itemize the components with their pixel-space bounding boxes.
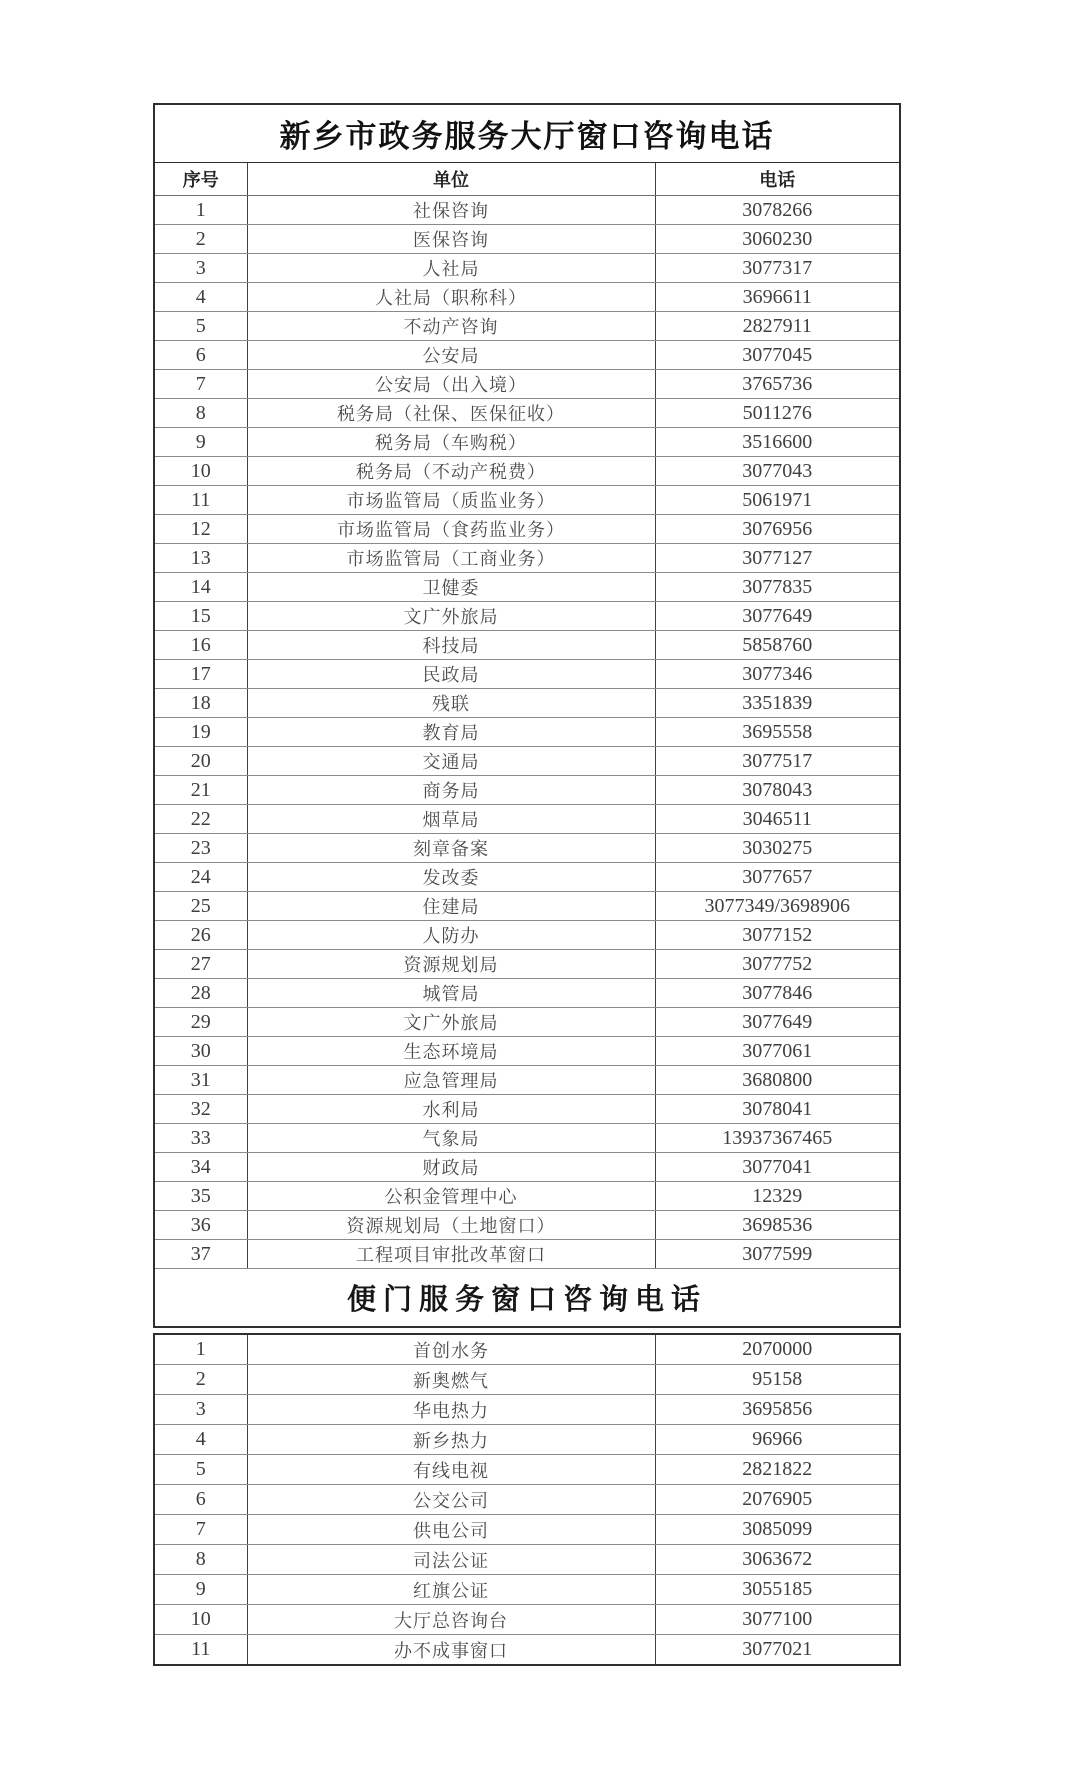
main-table-header-row [154,163,900,196]
unit-cell: 办不成事窗口 [247,1635,655,1666]
table-row [154,1066,900,1095]
unit-cell: 住建局 [247,892,655,921]
table-row [154,1545,900,1575]
unit-cell: 公安局（出入境） [247,370,655,399]
unit-cell: 烟草局 [247,805,655,834]
unit-cell: 财政局 [247,1153,655,1182]
unit-cell: 市场监管局（工商业务） [247,544,655,573]
phone-cell: 3077752 [655,950,900,979]
phone-cell: 2076905 [655,1485,900,1515]
table-row [154,283,900,312]
table-row [154,747,900,776]
unit-cell: 新奥燃气 [247,1365,655,1395]
seq-cell: 4 [154,1425,247,1455]
phone-cell: 3030275 [655,834,900,863]
column-header-seq: 序号 [154,163,247,196]
seq-cell: 33 [154,1124,247,1153]
unit-cell: 卫健委 [247,573,655,602]
unit-cell: 工程项目审批改革窗口 [247,1240,655,1269]
table-row [154,341,900,370]
phone-cell: 3046511 [655,805,900,834]
table-row [154,1515,900,1545]
table-row [154,225,900,254]
second-section-title-row [154,1269,900,1328]
table-row [154,312,900,341]
unit-cell: 文广外旅局 [247,602,655,631]
seq-cell: 13 [154,544,247,573]
unit-cell: 红旗公证 [247,1575,655,1605]
unit-cell: 生态环境局 [247,1037,655,1066]
table-row [154,805,900,834]
phone-cell: 3077346 [655,660,900,689]
phone-cell: 3060230 [655,225,900,254]
unit-cell: 资源规划局 [247,950,655,979]
unit-cell: 刻章备案 [247,834,655,863]
phone-cell: 2821822 [655,1455,900,1485]
phone-cell: 3078266 [655,196,900,225]
seq-cell: 28 [154,979,247,1008]
seq-cell: 25 [154,892,247,921]
table-row [154,1240,900,1269]
seq-cell: 32 [154,1095,247,1124]
phone-cell: 3695558 [655,718,900,747]
second-section-title: 便门服务窗口咨询电话 [154,1269,900,1328]
unit-cell: 社保咨询 [247,196,655,225]
unit-cell: 公交公司 [247,1485,655,1515]
phone-cell: 3077045 [655,341,900,370]
unit-cell: 水利局 [247,1095,655,1124]
seq-cell: 3 [154,254,247,283]
document-page [153,103,899,1666]
phone-cell: 3765736 [655,370,900,399]
phone-cell: 3077317 [655,254,900,283]
table-row [154,1365,900,1395]
seq-cell: 21 [154,776,247,805]
table-row [154,892,900,921]
table-row [154,196,900,225]
unit-cell: 民政局 [247,660,655,689]
phone-cell: 3077649 [655,1008,900,1037]
phone-cell: 3078041 [655,1095,900,1124]
phone-cell: 3077152 [655,921,900,950]
phone-cell: 3077043 [655,457,900,486]
seq-cell: 11 [154,1635,247,1666]
seq-cell: 36 [154,1211,247,1240]
unit-cell: 商务局 [247,776,655,805]
seq-cell: 20 [154,747,247,776]
seq-cell: 37 [154,1240,247,1269]
seq-cell: 9 [154,1575,247,1605]
phone-cell: 3077649 [655,602,900,631]
unit-cell: 市场监管局（食药监业务） [247,515,655,544]
table-row [154,486,900,515]
table-row [154,457,900,486]
seq-cell: 1 [154,1334,247,1365]
main-table-title-row [154,104,900,163]
seq-cell: 23 [154,834,247,863]
phone-cell: 3077100 [655,1605,900,1635]
phone-cell: 5011276 [655,399,900,428]
table-row [154,1425,900,1455]
seq-cell: 2 [154,1365,247,1395]
seq-cell: 27 [154,950,247,979]
seq-cell: 2 [154,225,247,254]
seq-cell: 7 [154,370,247,399]
unit-cell: 税务局（不动产税费） [247,457,655,486]
table-row [154,1095,900,1124]
table-row [154,399,900,428]
seq-cell: 18 [154,689,247,718]
table-row [154,1605,900,1635]
unit-cell: 公安局 [247,341,655,370]
table-row [154,863,900,892]
seq-cell: 22 [154,805,247,834]
phone-cell: 3077021 [655,1635,900,1666]
phone-cell: 2827911 [655,312,900,341]
phone-cell: 3078043 [655,776,900,805]
unit-cell: 人社局（职称科） [247,283,655,312]
phone-cell: 3351839 [655,689,900,718]
table-row [154,1455,900,1485]
table-row [154,1575,900,1605]
table-row [154,776,900,805]
unit-cell: 气象局 [247,1124,655,1153]
unit-cell: 公积金管理中心 [247,1182,655,1211]
seq-cell: 24 [154,863,247,892]
phone-cell: 3077041 [655,1153,900,1182]
seq-cell: 11 [154,486,247,515]
unit-cell: 人防办 [247,921,655,950]
table-row [154,1008,900,1037]
seq-cell: 6 [154,1485,247,1515]
phone-cell: 12329 [655,1182,900,1211]
unit-cell: 不动产咨询 [247,312,655,341]
unit-cell: 供电公司 [247,1515,655,1545]
table-row [154,1395,900,1425]
unit-cell: 科技局 [247,631,655,660]
unit-cell: 资源规划局（土地窗口） [247,1211,655,1240]
phone-cell: 3077599 [655,1240,900,1269]
phone-cell: 3695856 [655,1395,900,1425]
phone-cell: 96966 [655,1425,900,1455]
table-row [154,370,900,399]
phone-cell: 3063672 [655,1545,900,1575]
unit-cell: 发改委 [247,863,655,892]
seq-cell: 10 [154,1605,247,1635]
unit-cell: 大厅总咨询台 [247,1605,655,1635]
seq-cell: 34 [154,1153,247,1182]
seq-cell: 12 [154,515,247,544]
seq-cell: 17 [154,660,247,689]
table-row [154,254,900,283]
phone-cell: 95158 [655,1365,900,1395]
phone-cell: 3077061 [655,1037,900,1066]
unit-cell: 医保咨询 [247,225,655,254]
main-table-title: 新乡市政务服务大厅窗口咨询电话 [154,104,900,163]
table-row [154,834,900,863]
table-row [154,1153,900,1182]
seq-cell: 9 [154,428,247,457]
table-row [154,1334,900,1365]
table-row [154,1485,900,1515]
unit-cell: 税务局（社保、医保征收） [247,399,655,428]
seq-cell: 8 [154,399,247,428]
table-row [154,631,900,660]
table-row [154,660,900,689]
seq-cell: 6 [154,341,247,370]
seq-cell: 5 [154,312,247,341]
table-row [154,573,900,602]
table-row [154,1211,900,1240]
phone-cell: 3077835 [655,573,900,602]
table-row [154,428,900,457]
table-row [154,689,900,718]
phone-cell: 2070000 [655,1334,900,1365]
table-row [154,1124,900,1153]
main-phone-table [153,103,901,1328]
phone-cell: 3077517 [655,747,900,776]
table-row [154,950,900,979]
column-header-phone: 电话 [655,163,900,196]
phone-cell: 3696611 [655,283,900,312]
phone-cell: 3680800 [655,1066,900,1095]
table-row [154,921,900,950]
phone-cell: 3055185 [655,1575,900,1605]
seq-cell: 19 [154,718,247,747]
unit-cell: 有线电视 [247,1455,655,1485]
table-row [154,979,900,1008]
unit-cell: 首创水务 [247,1334,655,1365]
seq-cell: 14 [154,573,247,602]
table-row [154,544,900,573]
seq-cell: 31 [154,1066,247,1095]
unit-cell: 司法公证 [247,1545,655,1575]
table-row [154,1182,900,1211]
seq-cell: 35 [154,1182,247,1211]
seq-cell: 15 [154,602,247,631]
phone-cell: 3516600 [655,428,900,457]
table-row [154,1037,900,1066]
seq-cell: 5 [154,1455,247,1485]
seq-cell: 30 [154,1037,247,1066]
table-row [154,515,900,544]
phone-cell: 3085099 [655,1515,900,1545]
column-header-unit: 单位 [247,163,655,196]
phone-cell: 5858760 [655,631,900,660]
unit-cell: 新乡热力 [247,1425,655,1455]
phone-cell: 3698536 [655,1211,900,1240]
seq-cell: 7 [154,1515,247,1545]
seq-cell: 26 [154,921,247,950]
unit-cell: 交通局 [247,747,655,776]
unit-cell: 文广外旅局 [247,1008,655,1037]
unit-cell: 税务局（车购税） [247,428,655,457]
unit-cell: 城管局 [247,979,655,1008]
seq-cell: 4 [154,283,247,312]
unit-cell: 华电热力 [247,1395,655,1425]
convenience-phone-table [153,1333,901,1666]
unit-cell: 残联 [247,689,655,718]
phone-cell: 5061971 [655,486,900,515]
phone-cell: 13937367465 [655,1124,900,1153]
phone-cell: 3076956 [655,515,900,544]
phone-cell: 3077127 [655,544,900,573]
unit-cell: 市场监管局（质监业务） [247,486,655,515]
table-row [154,602,900,631]
seq-cell: 10 [154,457,247,486]
seq-cell: 3 [154,1395,247,1425]
seq-cell: 8 [154,1545,247,1575]
unit-cell: 应急管理局 [247,1066,655,1095]
unit-cell: 教育局 [247,718,655,747]
seq-cell: 1 [154,196,247,225]
table-row [154,718,900,747]
phone-cell: 3077349/3698906 [655,892,900,921]
phone-cell: 3077657 [655,863,900,892]
seq-cell: 29 [154,1008,247,1037]
phone-cell: 3077846 [655,979,900,1008]
seq-cell: 16 [154,631,247,660]
unit-cell: 人社局 [247,254,655,283]
table-row [154,1635,900,1666]
